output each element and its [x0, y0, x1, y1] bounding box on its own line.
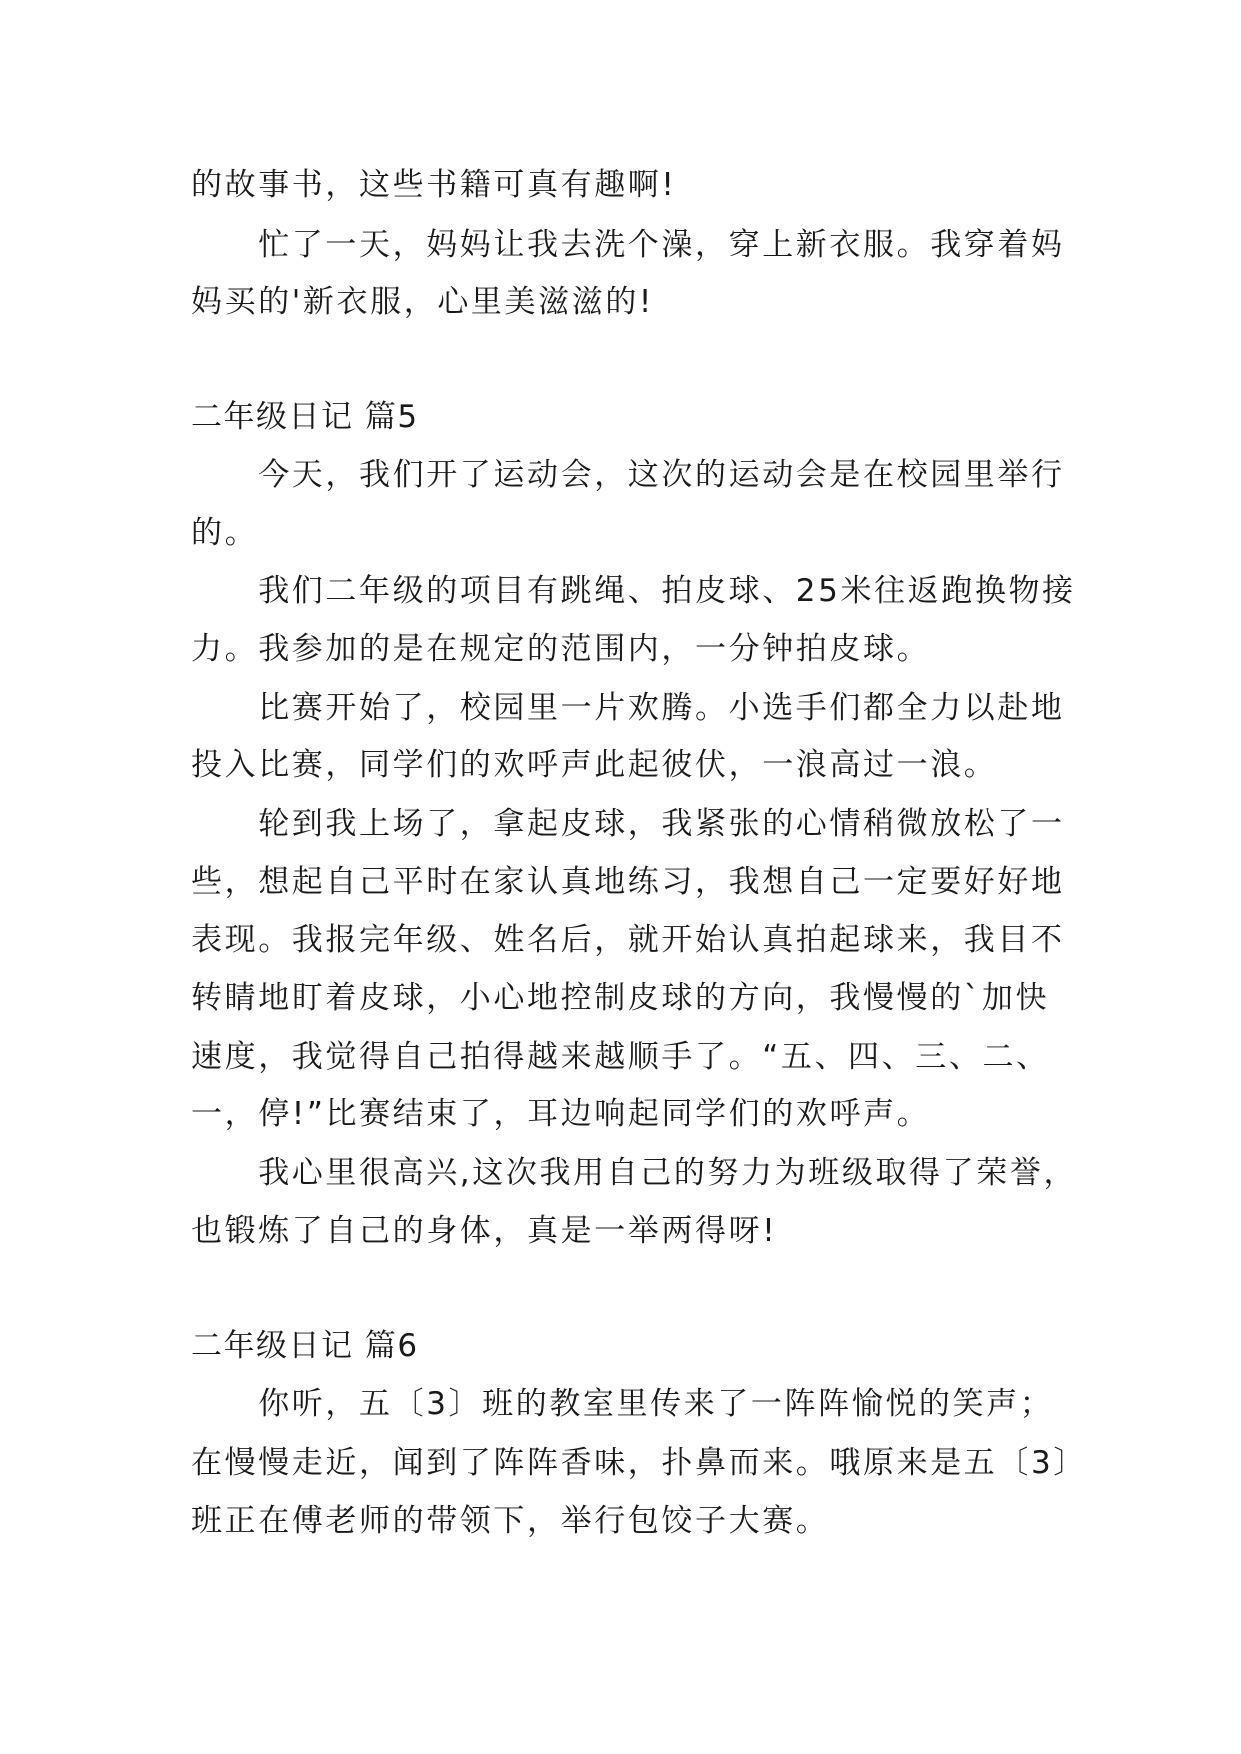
text-line: 轮到我上场了，拿起皮球，我紧张的心情稍微放松了一 [191, 806, 1065, 842]
text-line: 一，停!”比赛结束了，耳边响起同学们的欢呼声。 [191, 1096, 931, 1132]
text-line: 班正在傅老师的带领下，举行包饺子大赛。 [191, 1503, 830, 1539]
text-line: 力。我参加的是在规定的范围内，一分钟拍皮球。 [191, 631, 931, 667]
section-heading: 二年级日记 篇6 [191, 1328, 419, 1364]
text-line: 投入比赛，同学们的欢呼声此起彼伏，一浪高过一浪。 [191, 747, 998, 783]
text-line: 的故事书，这些书籍可真有趣啊! [191, 167, 677, 203]
text-line: 些，想起自己平时在家认真地练习，我想自己一定要好好地 [191, 864, 1065, 900]
text-line: 妈买的'新衣服，心里美滋滋的! [191, 284, 654, 320]
text-line: 忙了一天，妈妈让我去洗个澡，穿上新衣服。我穿着妈 [191, 227, 1065, 263]
text-line: 在慢慢走近，闻到了阵阵香味，扑鼻而来。哦原来是五〔3〕 [191, 1445, 1087, 1481]
text-line: 速度，我觉得自己拍得越来越顺手了。“五、四、三、二、 [191, 1039, 1050, 1075]
section-heading: 二年级日记 篇5 [191, 399, 419, 435]
text-line: 比赛开始了，校园里一片欢腾。小选手们都全力以赴地 [191, 690, 1065, 726]
text-line: 转睛地盯着皮球，小心地控制皮球的方向，我慢慢的`加快 [191, 980, 1050, 1016]
text-line: 今天，我们开了运动会，这次的运动会是在校园里举行 [191, 457, 1065, 493]
text-line: 我们二年级的项目有跳绳、拍皮球、25米往返跑换物接 [191, 573, 1076, 609]
text-line: 我心里很高兴,这次我用自己的努力为班级取得了荣誉， [191, 1155, 1078, 1191]
text-line: 也锻炼了自己的身体，真是一举两得呀! [191, 1213, 778, 1249]
text-line: 表现。我报完年级、姓名后，就开始认真拍起球来，我目不 [191, 922, 1065, 958]
text-line: 的。 [191, 515, 259, 551]
text-line: 你听，五〔3〕班的教室里传来了一阵阵愉悦的笑声； [191, 1386, 1054, 1422]
